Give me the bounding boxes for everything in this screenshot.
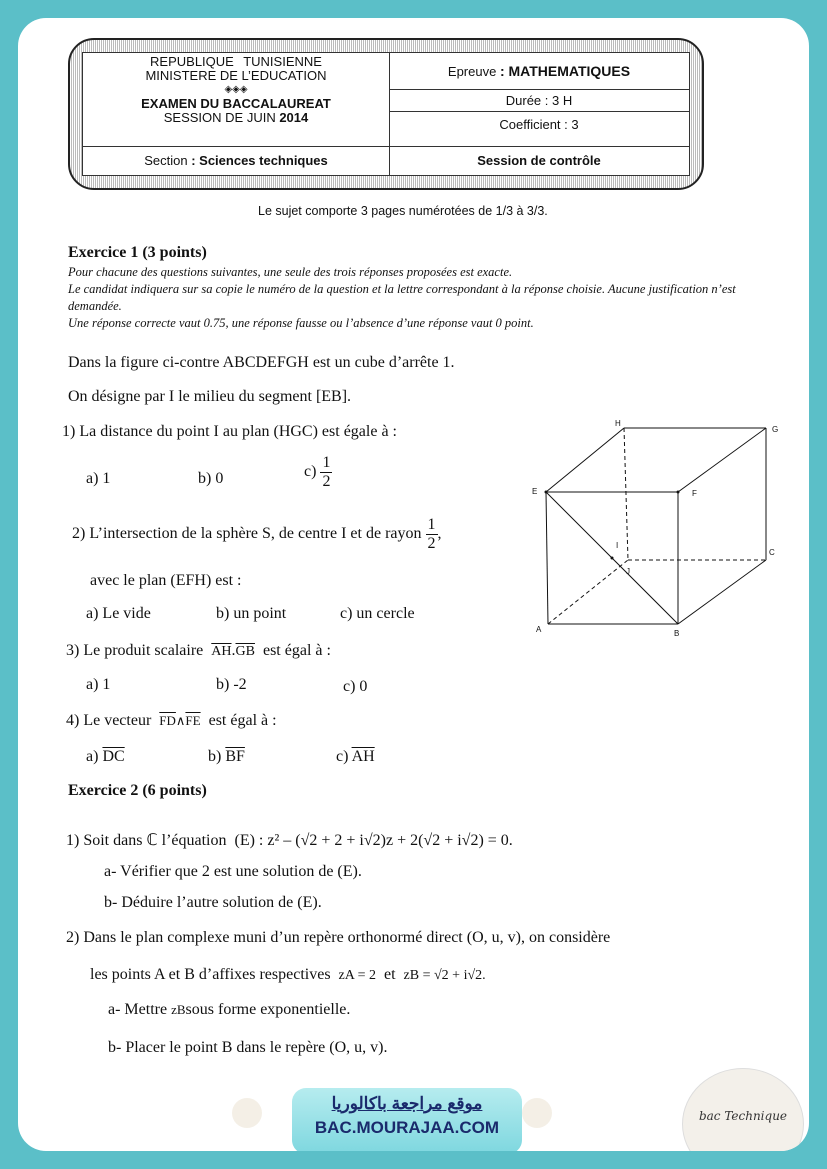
bac-technique-stamp [682,1068,804,1151]
ex1-title: Exercice 1 (3 points) [68,244,207,261]
ex2-q1: 1) Soit dans ℂ l’équation (E) : z² – (√2 + 2 + i√2)z + 2(√2 + i√2) = 0. [66,832,513,849]
q4-text: 4) Le vecteur $\overline{FD}\wedge\overline{FE}$ est égal à : [66,712,277,729]
site-banner[interactable] [292,1088,522,1151]
q1-option-b: b) 0 [198,470,224,487]
section: Section : Sciences techniques [144,153,328,168]
republic-text: REPUBLIQUE TUNISIENNE [150,54,322,69]
label-J: J [626,567,630,576]
q3-option-b: b) -2 [216,676,247,693]
edge-EA [546,492,548,624]
q2-option-a: a) Le vide [86,605,151,622]
banner-arabic: موقع مراجعة باكالوريا [331,1094,483,1113]
ex2-q2a: a- Mettre zBsous forme exponentielle. [108,1001,351,1018]
ministry-text: MINISTERE DE L’EDUCATION [145,68,327,83]
exam-page [18,18,809,1151]
q1-text: 1) La distance du point I au plan (HGC) est égale à : [62,423,397,440]
epreuve: Epreuve : MATHEMATIQUES [447,63,631,79]
ex2-q1b: b- Déduire l’autre solution de (E). [104,894,322,911]
q4-option-c: c) $\overline{AH}$ [336,748,375,765]
pages-note: Le sujet comporte 3 pages numérotées de 1/3 à 3/3. [258,204,548,218]
q1-option-c: c) $\frac{1}{2}$ [304,454,331,490]
edge-HD [624,428,628,560]
banner-site[interactable]: BAC.MOURAJAA.COM [314,1118,500,1137]
label-H: H [615,419,621,428]
q3-text: 3) Le produit scalaire $\overline{AH}.\overline{GB}$ est égal à : [66,642,331,659]
label-G: G [772,425,779,434]
q1-option-a: a) 1 [86,470,111,487]
edge-EH [546,428,624,492]
q2-continuation: avec le plan (EFH) est : [90,572,242,589]
q3-option-a: a) 1 [86,676,111,693]
label-A: A [536,625,542,634]
logo-left [232,1098,262,1128]
session-type: Session de contrôle [477,153,601,168]
label-B: B [674,629,680,638]
cube-figure [518,414,808,644]
ex2-q2-line2: les points A et B d’affixes respectives zA = 2 et zB = √2 + i√2. [90,966,486,983]
q2-option-c: c) un cercle [340,605,415,622]
ex1-instructions: Pour chacune des questions suivantes, une seule des trois réponses proposées est exacte. Le candidat indiquera sur sa copie le numéro de la question et la lettre correspondant à la réponse choisie. Aucune justification n’est demandée. Une réponse correcte vaut 0.75, une réponse fausse ou l’absence d’une réponse vaut 0 point. [68,265,736,330]
edge-FG [678,428,766,492]
q3-option-c: c) 0 [343,678,368,695]
coefficient: Coefficient : 3 [499,117,579,132]
stamp-text: bac Technique [698,1109,788,1123]
session-text: SESSION DE JUIN 2014 [163,110,309,125]
q4-option-b: b) $\overline{BF}$ [208,748,245,765]
duree: Durée : 3 H [505,93,573,108]
label-C: C [769,548,775,557]
ornament: ◈◈◈ [224,84,248,95]
label-I: I [616,541,619,550]
q2-text: 2) L’intersection de la sphère S, de centre I et de rayon $\frac{1}{2}$ , [72,516,442,552]
ex2-q2b: b- Placer le point B dans le repère (O, u, v). [108,1039,388,1056]
exam-header [68,38,704,190]
ex2-q2: 2) Dans le plan complexe muni d’un repère orthonormé direct (O, u, v), on considère [66,929,611,946]
q2-option-b: b) un point [216,605,287,622]
label-F: F [692,489,697,498]
logo-right [522,1098,552,1128]
edge-BC [678,560,766,624]
ex1-intro2: On désigne par I le milieu du segment [EB]. [68,388,352,405]
q4-option-a: a) $\overline{DC}$ [86,748,125,765]
ex2-q1a: a- Vérifier que 2 est une solution de (E). [104,863,362,880]
label-E: E [532,487,538,496]
ex2-title: Exercice 2 (6 points) [68,782,207,799]
ex1-intro1: Dans la figure ci-contre ABCDEFGH est un cube d’arrête 1. [68,354,455,371]
edge-AD [548,560,628,624]
exam-title: EXAMEN DU BACCALAUREAT [141,96,331,111]
